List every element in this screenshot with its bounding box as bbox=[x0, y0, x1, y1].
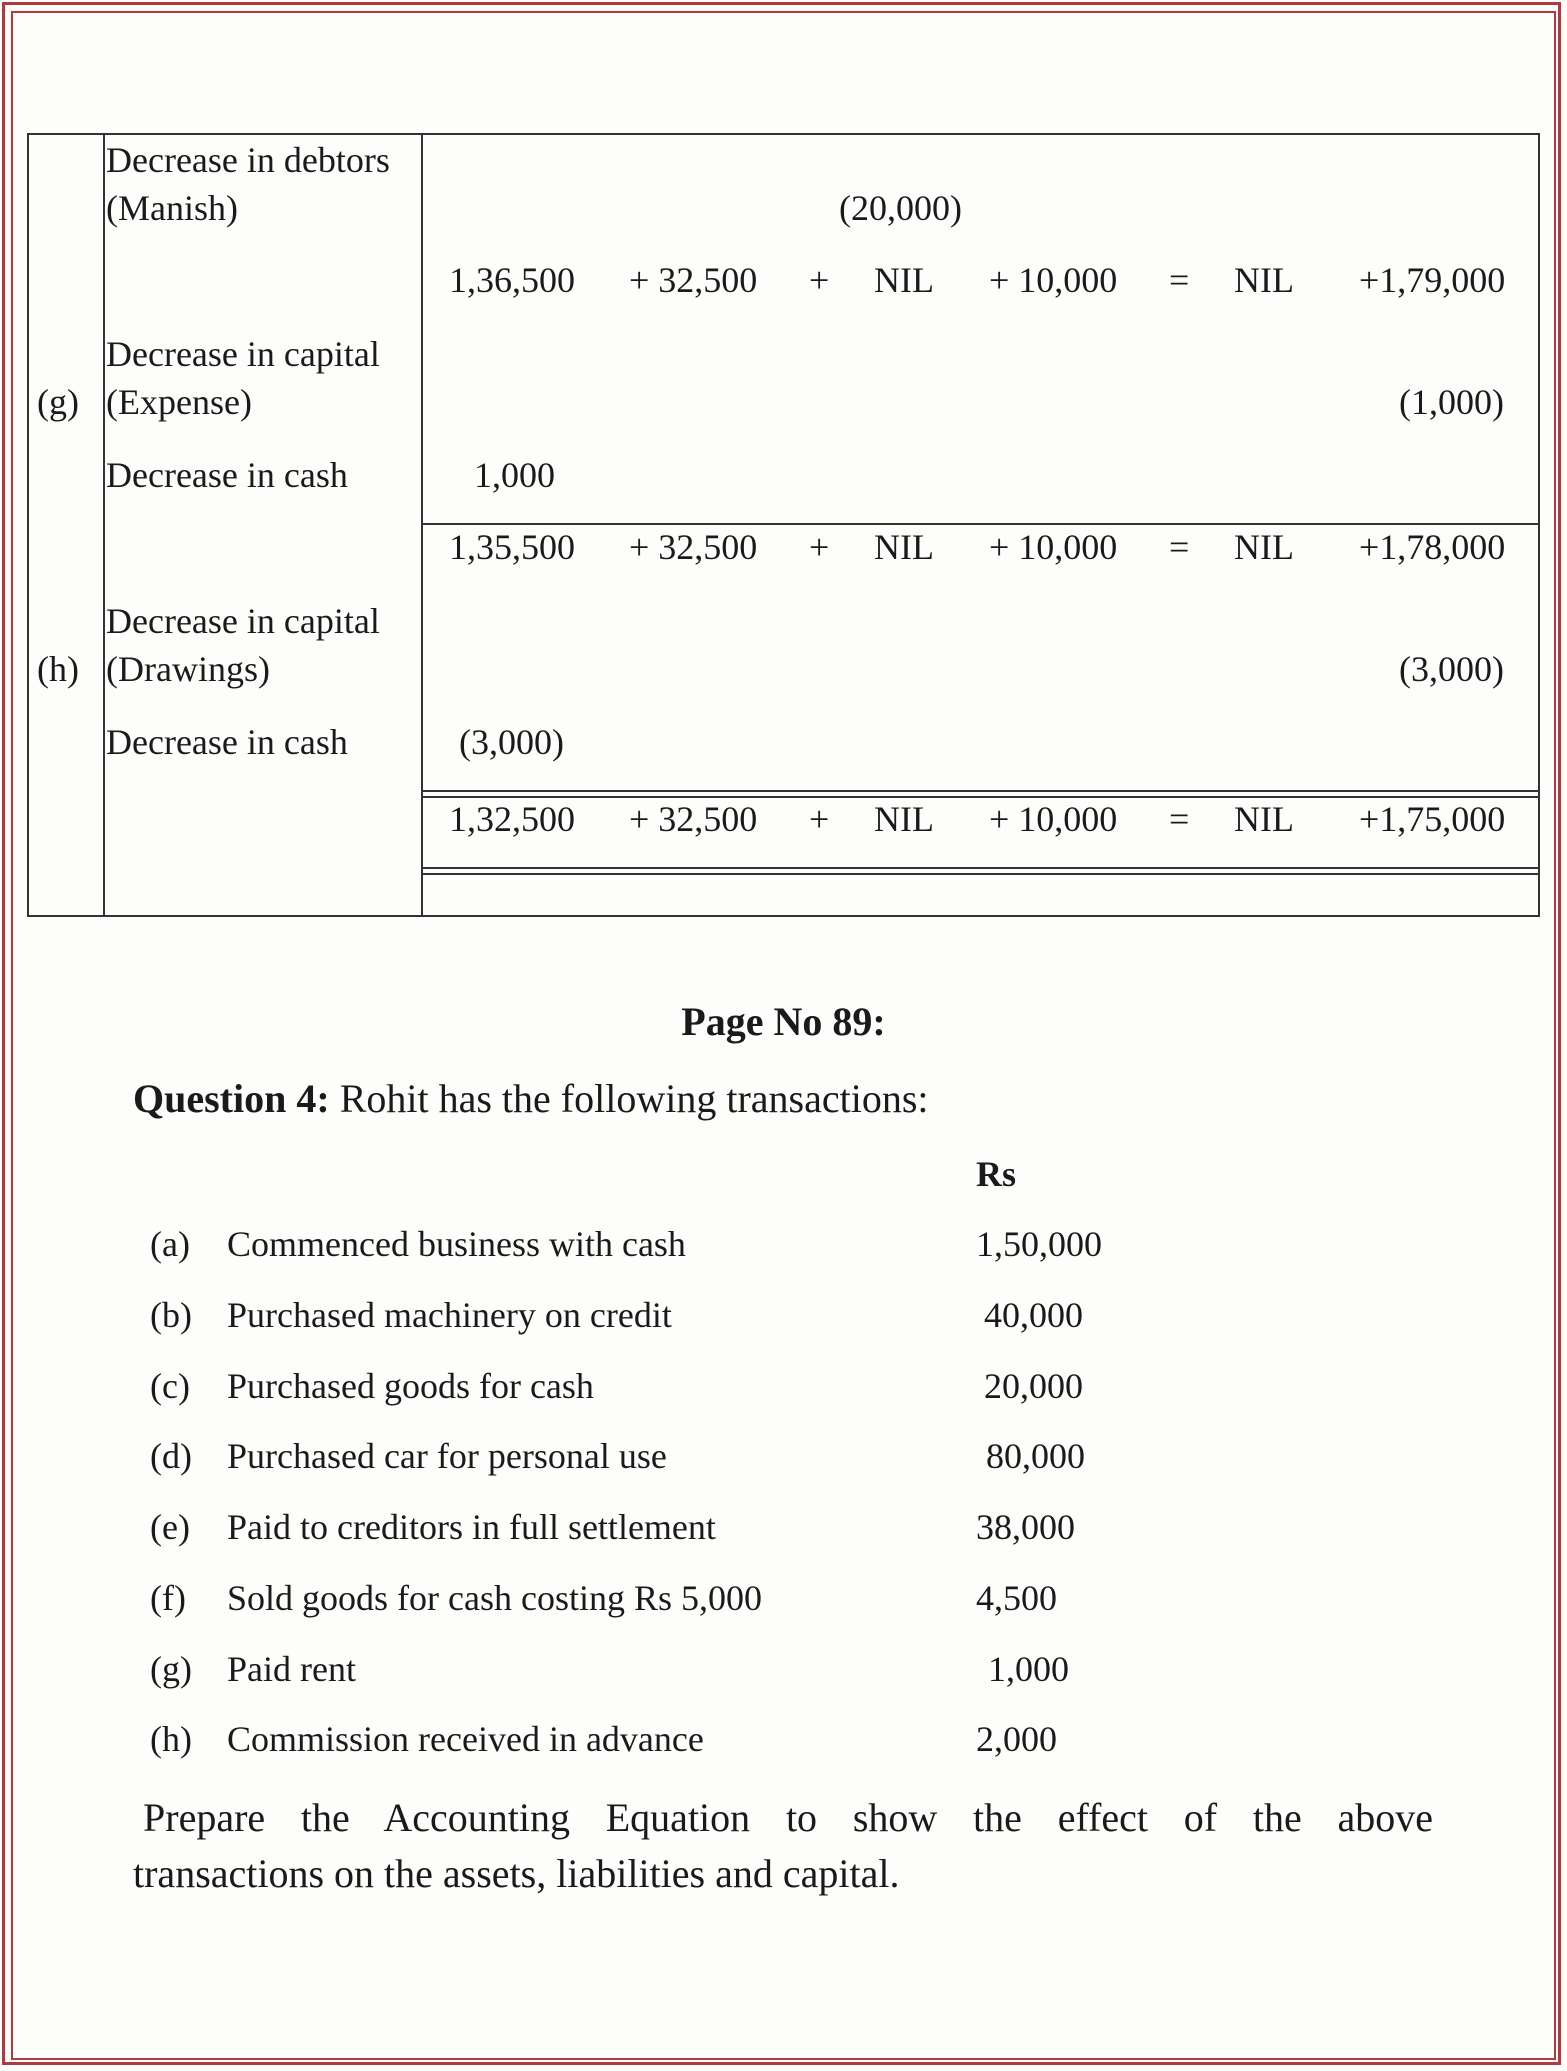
transaction-description: Sold goods for cash costing Rs 5,000 bbox=[227, 1578, 762, 1618]
transaction-row bbox=[150, 1222, 1150, 1266]
total2-plus: + bbox=[809, 527, 830, 567]
total3-machinery: + 10,000 bbox=[989, 799, 1118, 839]
transaction-amount: 40,000 bbox=[984, 1295, 1083, 1335]
transaction-description: Commission received in advance bbox=[227, 1719, 704, 1759]
transaction-row bbox=[150, 1293, 1150, 1337]
total1-cash: 1,36,500 bbox=[449, 260, 575, 300]
transaction-row bbox=[150, 1364, 1150, 1408]
transaction-description: Purchased machinery on credit bbox=[227, 1295, 672, 1335]
transaction-description: Purchased goods for cash bbox=[227, 1366, 594, 1406]
question-text: Rohit has the following transactions: bbox=[329, 1076, 929, 1121]
instruction-line-1: Prepare the Accounting Equation to show the effect of the above bbox=[143, 1795, 1433, 1840]
transaction-row bbox=[150, 1434, 1150, 1478]
transaction-letter: (f) bbox=[150, 1578, 186, 1618]
transaction-description: Purchased car for personal use bbox=[227, 1436, 667, 1476]
effect-capital-expense: (1,000) bbox=[1399, 382, 1504, 422]
transaction-amount: 20,000 bbox=[984, 1366, 1083, 1406]
total-rule-g bbox=[421, 523, 1538, 525]
total2-equals: = bbox=[1169, 527, 1190, 567]
total2-capital: +1,78,000 bbox=[1359, 527, 1506, 567]
total-rule-h-bottom bbox=[421, 796, 1538, 798]
total2-cash: 1,35,500 bbox=[449, 527, 575, 567]
effect-capital-drawings: (3,000) bbox=[1399, 649, 1504, 689]
total1-creditors: NIL bbox=[1234, 260, 1294, 300]
total1-machinery: + 10,000 bbox=[989, 260, 1118, 300]
total3-equals: = bbox=[1169, 799, 1190, 839]
transaction-row bbox=[150, 1717, 1150, 1761]
total1-plus: + bbox=[809, 260, 830, 300]
transaction-letter: (e) bbox=[150, 1507, 190, 1547]
transaction-letter: (h) bbox=[150, 1719, 192, 1759]
page-title: Page No 89: bbox=[681, 999, 886, 1044]
total1-equals: = bbox=[1169, 260, 1190, 300]
desc-decrease-cash-g: Decrease in cash bbox=[106, 455, 348, 495]
final-rule-top bbox=[421, 867, 1538, 869]
total1-capital: +1,79,000 bbox=[1359, 260, 1506, 300]
total3-capital: +1,75,000 bbox=[1359, 799, 1506, 839]
transaction-amount: 1,000 bbox=[988, 1649, 1069, 1689]
desc-decrease-cash-h: Decrease in cash bbox=[106, 722, 348, 762]
question-instruction bbox=[133, 1790, 1433, 1902]
effect-debtors-manish: (20,000) bbox=[839, 188, 962, 228]
question-heading bbox=[133, 1075, 929, 1123]
desc-expense: (Expense) bbox=[106, 382, 252, 422]
instruction-line-2: transactions on the assets, liabilities and capital. bbox=[133, 1851, 900, 1896]
accounting-equation-table bbox=[27, 133, 1540, 917]
transaction-row bbox=[150, 1505, 1150, 1549]
total2-debtors: + 32,500 bbox=[629, 527, 758, 567]
amount-column-header: Rs bbox=[976, 1154, 1017, 1194]
transaction-row bbox=[150, 1647, 1150, 1691]
transaction-row bbox=[150, 1576, 1150, 1620]
row-label-h: (h) bbox=[37, 649, 79, 689]
desc-decrease-capital-h: Decrease in capital bbox=[106, 601, 380, 641]
desc-manish: (Manish) bbox=[106, 188, 238, 228]
total3-plus: + bbox=[809, 799, 830, 839]
total2-creditors: NIL bbox=[1234, 527, 1294, 567]
table-divider-label bbox=[103, 135, 105, 915]
total3-stock: NIL bbox=[874, 799, 934, 839]
total1-stock: NIL bbox=[874, 260, 934, 300]
transaction-description: Paid rent bbox=[227, 1649, 356, 1689]
desc-drawings: (Drawings) bbox=[106, 649, 270, 689]
total-rule-h-top bbox=[421, 790, 1538, 792]
transaction-letter: (g) bbox=[150, 1649, 192, 1689]
transaction-amount: 80,000 bbox=[986, 1436, 1085, 1476]
row-label-g: (g) bbox=[37, 382, 79, 422]
desc-decrease-capital-g: Decrease in capital bbox=[106, 334, 380, 374]
question-label: Question 4: bbox=[133, 1076, 330, 1121]
table-divider-description bbox=[421, 135, 423, 915]
transaction-description: Commenced business with cash bbox=[227, 1224, 686, 1264]
transaction-amount: 38,000 bbox=[976, 1507, 1075, 1547]
transaction-description: Paid to creditors in full settlement bbox=[227, 1507, 716, 1547]
transaction-letter: (b) bbox=[150, 1295, 192, 1335]
effect-cash-g: 1,000 bbox=[474, 455, 555, 495]
transaction-amount: 1,50,000 bbox=[976, 1224, 1102, 1264]
transaction-amount: 4,500 bbox=[976, 1578, 1057, 1618]
desc-decrease-debtors: Decrease in debtors bbox=[106, 140, 390, 180]
total3-cash: 1,32,500 bbox=[449, 799, 575, 839]
total1-debtors: + 32,500 bbox=[629, 260, 758, 300]
total3-creditors: NIL bbox=[1234, 799, 1294, 839]
total2-machinery: + 10,000 bbox=[989, 527, 1118, 567]
transaction-letter: (a) bbox=[150, 1224, 190, 1264]
final-rule-bottom bbox=[421, 873, 1538, 875]
effect-cash-h: (3,000) bbox=[459, 722, 564, 762]
transaction-letter: (d) bbox=[150, 1436, 192, 1476]
total2-stock: NIL bbox=[874, 527, 934, 567]
transaction-amount: 2,000 bbox=[976, 1719, 1057, 1759]
transaction-letter: (c) bbox=[150, 1366, 190, 1406]
total3-debtors: + 32,500 bbox=[629, 799, 758, 839]
